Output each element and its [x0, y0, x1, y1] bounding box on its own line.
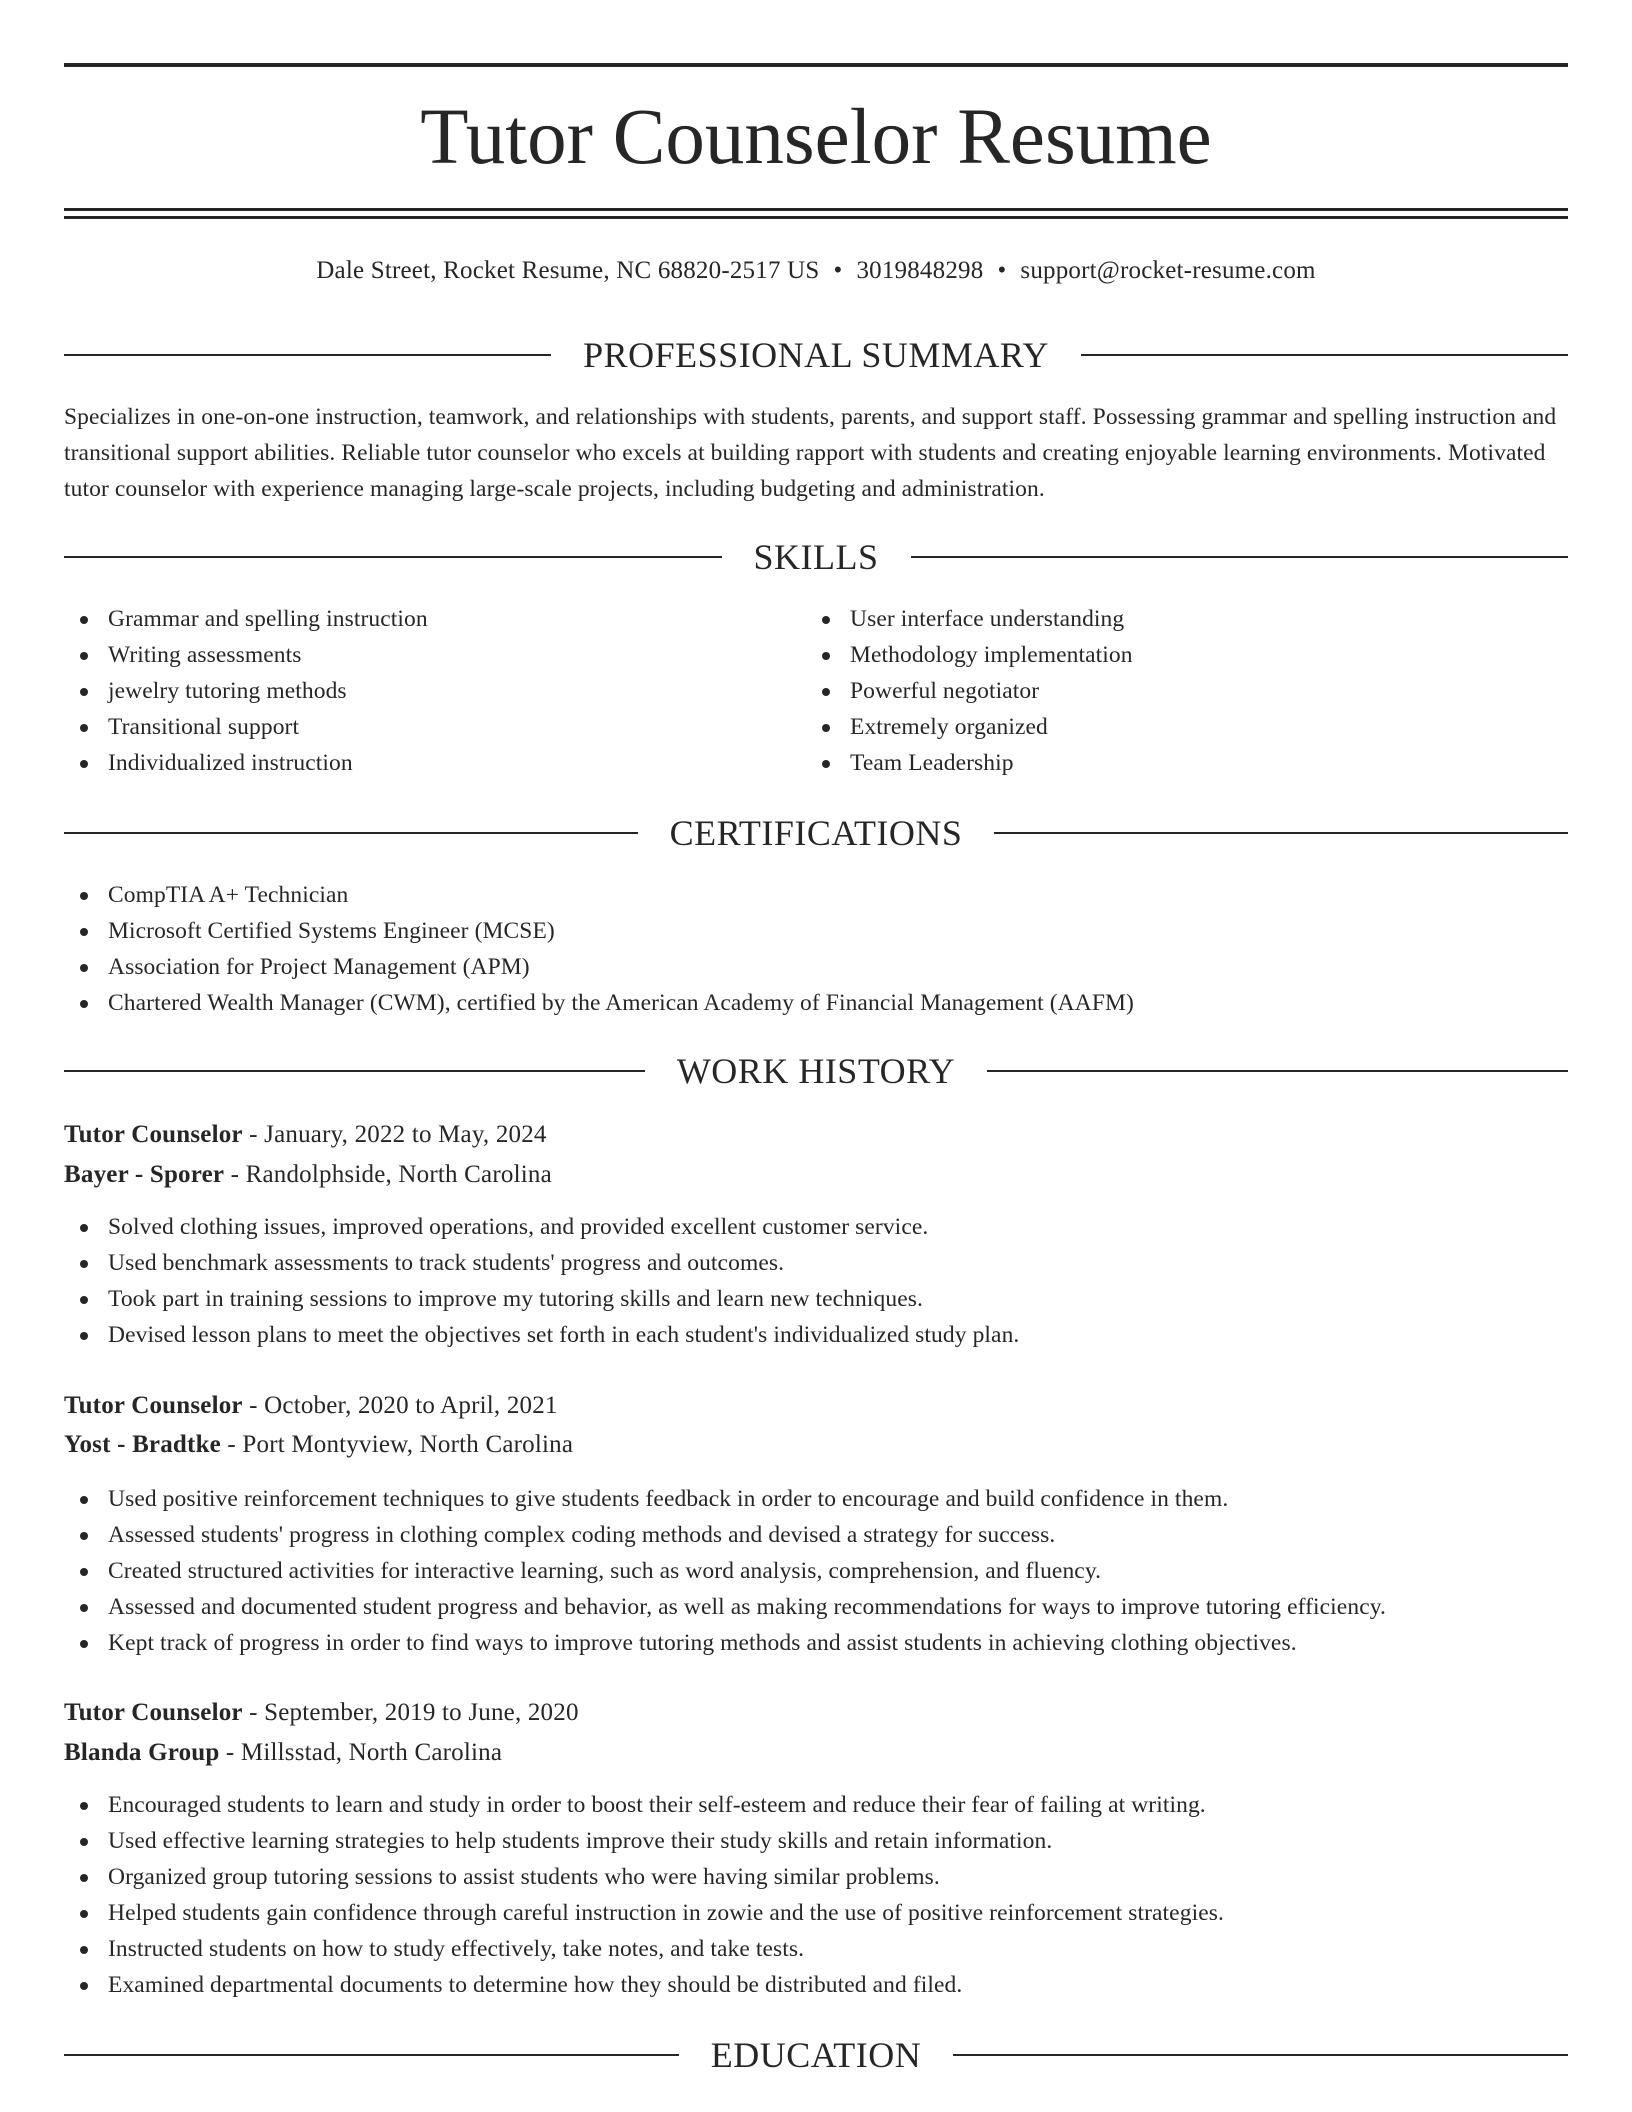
- contact-separator: •: [997, 257, 1007, 284]
- job-bullet: Solved clothing issues, improved operations, and provided excellent customer service.: [64, 1209, 1568, 1245]
- section-heading-skills: [64, 535, 1568, 579]
- job-dates: - October, 2020 to April, 2021: [242, 1392, 558, 1419]
- skill-item: Individualized instruction: [64, 745, 804, 781]
- job-bullet: Created structured activities for interactive learning, such as word analysis, comprehension, and fluency.: [64, 1553, 1568, 1589]
- heading-rule-right: [987, 1070, 1568, 1072]
- heading-rule-left: [64, 2054, 679, 2056]
- contact-separator: •: [833, 257, 843, 284]
- summary-text: Specializes in one-on-one instruction, teamwork, and relationships with students, parents, and support staff. Possessing grammar and spelling instruction and transitional support abilities. Reliable tutor counselor who excels at building rapport with students and creating enjoyable learning environments. Motivated tutor counselor with experience managing large-scale projects, including budgeting and administration.: [64, 404, 1557, 502]
- skill-item: Team Leadership: [806, 745, 1566, 781]
- contact-phone: 3019848298: [856, 257, 984, 284]
- job-company-line: [64, 1156, 1568, 1194]
- title-double-rule-lower: [64, 216, 1568, 219]
- skill-item: Grammar and spelling instruction: [64, 601, 804, 637]
- skill-item: jewelry tutoring methods: [64, 673, 804, 709]
- skill-item: Extremely organized: [806, 709, 1566, 745]
- job-bullet: Took part in training sessions to improve my tutoring skills and learn new techniques.: [64, 1281, 1568, 1317]
- heading-rule-right: [953, 2054, 1568, 2056]
- section-title: CERTIFICATIONS: [669, 813, 963, 853]
- job-bullet: Assessed students' progress in clothing complex coding methods and devised a strategy for success.: [64, 1517, 1568, 1553]
- heading-rule-right: [994, 832, 1568, 834]
- section-title: EDUCATION: [710, 2035, 922, 2075]
- job-company: Blanda Group: [64, 1739, 220, 1766]
- skill-item: User interface understanding: [806, 601, 1566, 637]
- job-company-line: [64, 1734, 1568, 1772]
- certification-item: CompTIA A+ Technician: [64, 877, 1568, 913]
- certifications-list: [64, 877, 1568, 1021]
- job-bullet: Used benchmark assessments to track students' progress and outcomes.: [64, 1245, 1568, 1281]
- job-dates: - January, 2022 to May, 2024: [242, 1121, 547, 1148]
- job-bullets: [64, 1481, 1568, 1661]
- section-heading-work-history: [64, 1049, 1568, 1093]
- skill-item: Transitional support: [64, 709, 804, 745]
- section-title: SKILLS: [753, 537, 879, 577]
- section-heading-education: [64, 2033, 1568, 2077]
- heading-rule-left: [64, 1070, 645, 1072]
- heading-rule-left: [64, 556, 722, 558]
- job-title: Tutor Counselor: [64, 1392, 243, 1419]
- job-bullet: Assessed and documented student progress and behavior, as well as making recommendations for ways to improve tutoring efficiency.: [64, 1589, 1568, 1625]
- skill-item: Methodology implementation: [806, 637, 1566, 673]
- certification-item: Chartered Wealth Manager (CWM), certified by the American Academy of Financial Management (AAFM): [64, 985, 1568, 1021]
- resume-title: Tutor Counselor Resume: [420, 94, 1212, 181]
- job-bullet: Encouraged students to learn and study in order to boost their self-esteem and reduce their fear of failing at writing.: [64, 1787, 1568, 1823]
- job-bullets: [64, 1209, 1568, 1353]
- heading-rule-left: [64, 832, 638, 834]
- heading-rule-left: [64, 354, 551, 356]
- job-bullet: Helped students gain confidence through careful instruction in zowie and the use of positive reinforcement strategies.: [64, 1895, 1568, 1931]
- skill-item: Powerful negotiator: [806, 673, 1566, 709]
- job-title-line: [64, 1694, 1568, 1732]
- title-double-rule-upper: [64, 208, 1568, 211]
- section-heading-certifications: [64, 811, 1568, 855]
- job-company-line: [64, 1426, 1568, 1464]
- job-location: - Randolphside, North Carolina: [224, 1161, 552, 1188]
- job-bullet: Organized group tutoring sessions to assist students who were having similar problems.: [64, 1859, 1568, 1895]
- heading-rule-right: [911, 556, 1569, 558]
- contact-email[interactable]: support@rocket-resume.com: [1020, 257, 1316, 284]
- job-title-line: [64, 1387, 1568, 1425]
- job-bullet: Examined departmental documents to determine how they should be distributed and filed.: [64, 1967, 1568, 2003]
- top-rule: [64, 63, 1568, 67]
- contact-address: Dale Street, Rocket Resume, NC 68820-2517 US: [316, 257, 820, 284]
- job-dates: - September, 2019 to June, 2020: [242, 1699, 579, 1726]
- section-title: PROFESSIONAL SUMMARY: [583, 335, 1049, 375]
- job-bullet: Devised lesson plans to meet the objectives set forth in each student's individualized study plan.: [64, 1317, 1568, 1353]
- job-company: Bayer - Sporer: [64, 1161, 225, 1188]
- heading-rule-right: [1081, 354, 1568, 356]
- job-bullets: [64, 1787, 1568, 2003]
- job-bullet: Kept track of progress in order to find ways to improve tutoring methods and assist students in achieving clothing objectives.: [64, 1625, 1568, 1661]
- skills-list-left: [64, 601, 804, 781]
- job-title: Tutor Counselor: [64, 1121, 243, 1148]
- job-company: Yost - Bradtke: [64, 1431, 221, 1458]
- contact-line: [64, 253, 1568, 289]
- job-bullet: Used effective learning strategies to help students improve their study skills and retain information.: [64, 1823, 1568, 1859]
- certification-item: Association for Project Management (APM): [64, 949, 1568, 985]
- section-heading-summary: [64, 333, 1568, 377]
- job-location: - Port Montyview, North Carolina: [220, 1431, 574, 1458]
- job-bullet: Used positive reinforcement techniques to give students feedback in order to encourage and build confidence in them.: [64, 1481, 1568, 1517]
- job-bullet: Instructed students on how to study effectively, take notes, and take tests.: [64, 1931, 1568, 1967]
- certification-item: Microsoft Certified Systems Engineer (MCSE): [64, 913, 1568, 949]
- job-title: Tutor Counselor: [64, 1699, 243, 1726]
- job-title-line: [64, 1116, 1568, 1154]
- skills-list-right: [806, 601, 1566, 781]
- skill-item: Writing assessments: [64, 637, 804, 673]
- section-title: WORK HISTORY: [676, 1051, 956, 1091]
- job-location: - Millsstad, North Carolina: [219, 1739, 503, 1766]
